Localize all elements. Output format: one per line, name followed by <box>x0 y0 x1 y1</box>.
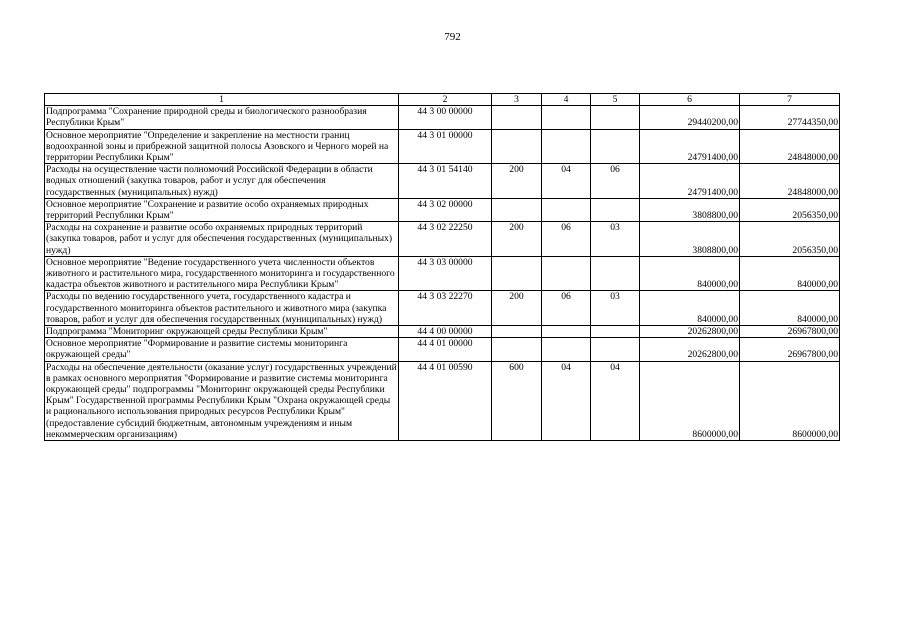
table-row <box>45 338 840 361</box>
row-vr <box>492 326 542 338</box>
row-rz: 04 <box>542 361 591 440</box>
row-name: Подпрограмма "Мониторинг окружающей среды Республики Крым" <box>45 326 399 338</box>
column-header: 1 <box>45 94 399 106</box>
row-code: 44 3 01 54140 <box>399 164 492 199</box>
row-code: 44 4 00 00000 <box>399 326 492 338</box>
table-row <box>45 164 840 199</box>
row-sum-year2: 27744350,00 <box>740 106 840 129</box>
column-header: 7 <box>740 94 840 106</box>
row-rz: 06 <box>542 222 591 257</box>
row-rz <box>542 106 591 129</box>
row-code: 44 3 01 00000 <box>399 129 492 164</box>
row-vr: 200 <box>492 222 542 257</box>
row-code: 44 3 03 00000 <box>399 256 492 291</box>
row-rz <box>542 326 591 338</box>
row-sum-year2: 24848000,00 <box>740 164 840 199</box>
row-code: 44 3 03 22270 <box>399 291 492 326</box>
row-name: Расходы на осуществление части полномочий Российской Федерации в области водных отношений (закупка товаров, работ и услуг для обеспечения государственных (муниципальных) нужд) <box>45 164 399 199</box>
row-rz <box>542 198 591 221</box>
row-code: 44 3 02 00000 <box>399 198 492 221</box>
row-vr <box>492 338 542 361</box>
row-name: Расходы по ведению государственного учета, государственного кадастра и государственного мониторинга объектов растительного и животного мира (закупка товаров, работ и услуг для обеспечения государственных (муниципальных) нужд) <box>45 291 399 326</box>
row-name: Расходы на сохранение и развитие особо охраняемых природных территорий (закупка товаров, работ и услуг для обеспечения государственных (муниципальных) нужд) <box>45 222 399 257</box>
row-sum-year2: 2056350,00 <box>740 222 840 257</box>
row-code: 44 4 01 00590 <box>399 361 492 440</box>
row-rz <box>542 129 591 164</box>
row-sum-year1: 840000,00 <box>640 291 740 326</box>
row-name: Основное мероприятие "Определение и закрепление на местности границ водоохранной зоны и прибрежной защитной полосы Азовского и Черного морей на территории Республики Крым" <box>45 129 399 164</box>
row-sum-year2: 8600000,00 <box>740 361 840 440</box>
row-name: Расходы на обеспечение деятельности (оказание услуг) государственных учреждений в рамках основного мероприятия "Формирование и развитие системы мониторинга окружающей среды" подпрограммы "Мониторинг окружающей среды Республики Крым" Государственной программы Республики Крым "Охрана окружающей среды и рационального использования природных ресурсов Республики Крым" (предоставление субсидий бюджетным, автономным учреждениям и иным некоммерческим организациям) <box>46 361 397 440</box>
row-pr: 03 <box>591 222 640 257</box>
column-header: 5 <box>591 94 640 106</box>
row-sum-year1: 3808800,00 <box>640 198 740 221</box>
table-row <box>45 198 840 221</box>
row-vr <box>492 106 542 129</box>
table-row <box>45 222 840 257</box>
row-vr: 200 <box>492 291 542 326</box>
row-name: Основное мероприятие "Формирование и развитие системы мониторинга окружающей среды" <box>45 338 399 361</box>
row-rz <box>542 338 591 361</box>
row-sum-year1: 29440200,00 <box>640 106 740 129</box>
row-pr <box>591 106 640 129</box>
row-rz: 06 <box>542 291 591 326</box>
column-header: 3 <box>492 94 542 106</box>
row-code: 44 3 02 22250 <box>399 222 492 257</box>
row-name: Основное мероприятие "Сохранение и развитие особо охраняемых природных территорий Республики Крым" <box>45 198 399 221</box>
row-name: Подпрограмма "Сохранение природной среды и биологического разнообразия Республики Крым" <box>45 106 399 129</box>
row-sum-year1: 3808800,00 <box>640 222 740 257</box>
row-vr <box>492 198 542 221</box>
row-vr <box>492 256 542 291</box>
row-code: 44 4 01 00000 <box>399 338 492 361</box>
budget-table <box>44 93 840 441</box>
row-name: Основное мероприятие "Ведение государственного учета численности объектов животного и растительного мира, государственного мониторинга и государственного кадастра объектов животного и растительного мира Республики Крым" <box>45 256 399 291</box>
row-code: 44 3 00 00000 <box>399 106 492 129</box>
row-sum-year2: 26967800,00 <box>740 326 840 338</box>
row-sum-year2: 840000,00 <box>740 256 840 291</box>
row-pr <box>591 256 640 291</box>
table-row <box>45 106 840 129</box>
table-row <box>45 326 840 338</box>
row-vr: 600 <box>492 361 542 440</box>
column-header: 6 <box>640 94 740 106</box>
row-rz: 04 <box>542 164 591 199</box>
row-sum-year1: 8600000,00 <box>640 361 740 440</box>
row-sum-year1: 840000,00 <box>640 256 740 291</box>
table-row <box>45 256 840 291</box>
row-sum-year1: 20262800,00 <box>640 326 740 338</box>
row-sum-year1: 24791400,00 <box>640 129 740 164</box>
row-pr <box>591 326 640 338</box>
row-sum-year2: 2056350,00 <box>740 198 840 221</box>
row-pr: 06 <box>591 164 640 199</box>
row-vr <box>492 129 542 164</box>
row-pr <box>591 198 640 221</box>
row-pr <box>591 129 640 164</box>
row-sum-year1: 20262800,00 <box>640 338 740 361</box>
row-pr: 03 <box>591 291 640 326</box>
table-row <box>45 291 840 326</box>
row-sum-year2: 24848000,00 <box>740 129 840 164</box>
row-pr <box>591 338 640 361</box>
table-row <box>45 361 840 440</box>
row-sum-year2: 840000,00 <box>740 291 840 326</box>
row-pr: 04 <box>591 361 640 440</box>
page-number: 792 <box>444 31 461 43</box>
row-sum-year2: 26967800,00 <box>740 338 840 361</box>
table-header-row <box>45 94 840 106</box>
column-header: 4 <box>542 94 591 106</box>
row-rz <box>542 256 591 291</box>
column-header: 2 <box>399 94 492 106</box>
row-sum-year1: 24791400,00 <box>640 164 740 199</box>
table-row <box>45 129 840 164</box>
row-vr: 200 <box>492 164 542 199</box>
